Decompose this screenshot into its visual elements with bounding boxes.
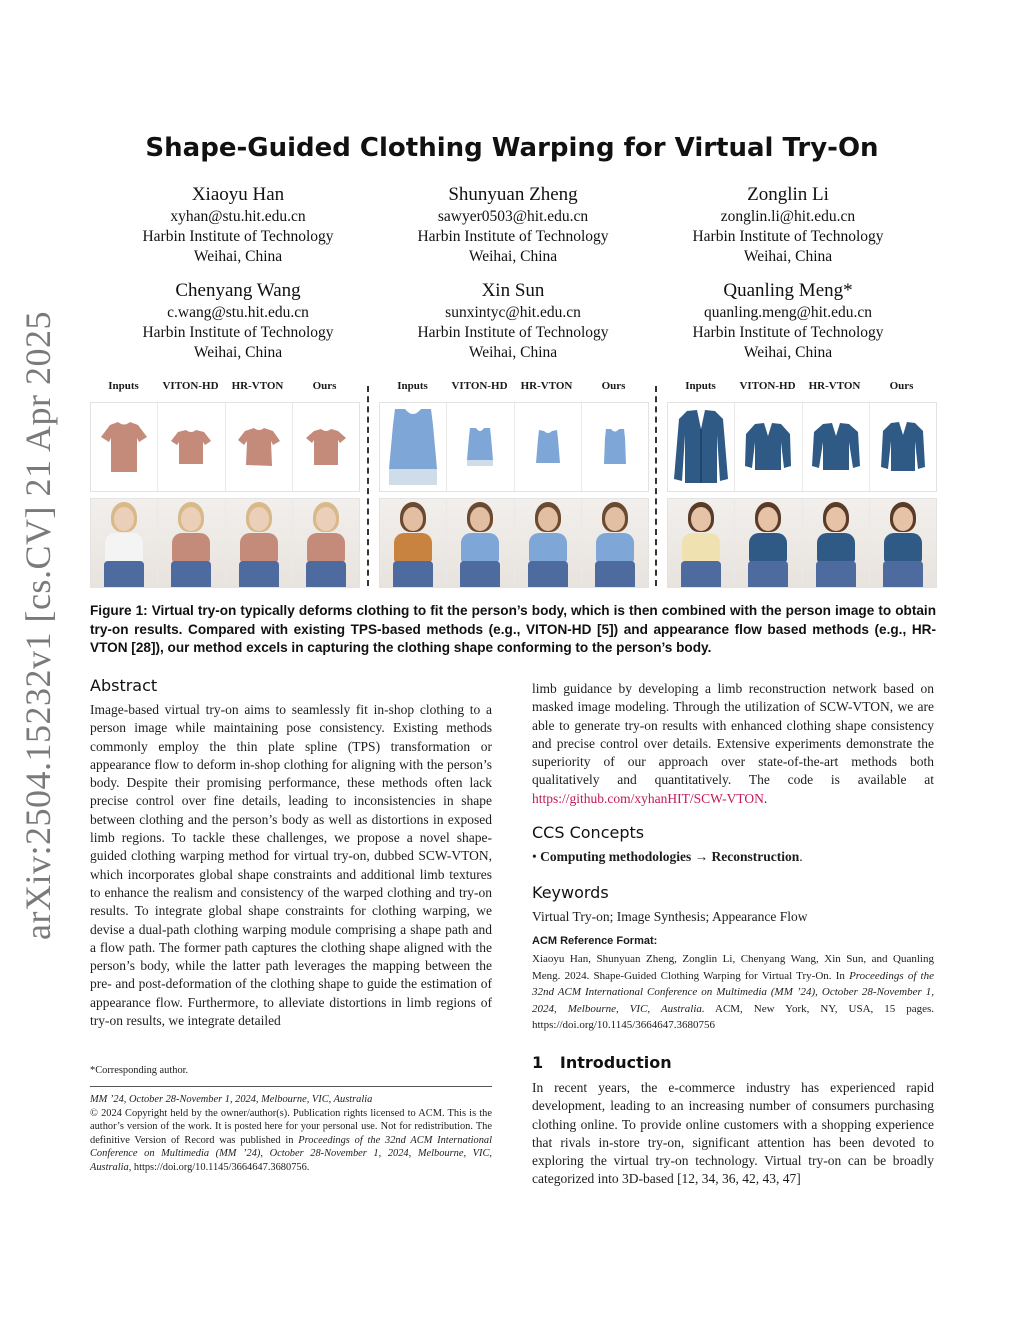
garment-image [870, 403, 936, 491]
author-affiliation: Harbin Institute of Technology [417, 324, 609, 341]
tshirt-icon [170, 429, 212, 465]
author-block [98, 279, 378, 363]
cardigan-icon [811, 422, 861, 472]
author-location: Weihai, China [468, 344, 558, 361]
figure-caption: Figure 1: Virtual try-on typically deforms clothing to fit the person’s body, which is then combined with the person image to obtain try-on results. Compared with existing TPS-based methods (e.g., VITON-HD [5]) and appearance flow based methods (e.g., HR-VTON [28]), our method excels in capturing the clothing shape conforming to the person’s body. [90, 603, 936, 655]
acm-reference [532, 951, 934, 1034]
author-location: Weihai, China [743, 344, 833, 361]
author-affiliation: Harbin Institute of Technology [142, 324, 334, 341]
garment-image [91, 403, 158, 491]
garment-image [582, 403, 648, 491]
copyright-doi: , https://doi.org/10.1145/3664647.3680756. [128, 1161, 310, 1173]
ccs-concepts [532, 848, 934, 866]
copyright-notice [90, 1107, 492, 1174]
garment-image [447, 403, 514, 491]
keywords-text: Virtual Try-on; Image Synthesis; Appearance Flow [532, 909, 808, 924]
author-name: Xin Sun [481, 280, 545, 301]
cardigan-icon [744, 422, 792, 472]
code-link[interactable]: https://github.com/xyhanHIT/SCW-VTON [532, 790, 764, 806]
header-hr-vton: HR-VTON [520, 380, 573, 392]
garment-image [226, 403, 293, 491]
person-image [158, 499, 225, 587]
figure-divider [367, 386, 369, 586]
tryon-row [379, 498, 649, 588]
garment-row [379, 402, 649, 492]
author-affiliation: Harbin Institute of Technology [142, 228, 334, 245]
author-affiliation: Harbin Institute of Technology [417, 228, 609, 245]
abstract-continued [532, 680, 934, 808]
author-email: c.wang@stu.hit.edu.cn [167, 304, 309, 321]
tank-top-icon [385, 407, 441, 487]
figure-column-headers [667, 380, 935, 394]
header-ours: Ours [312, 380, 337, 392]
intro-text: In recent years, the e-commerce industry has experienced rapid development, leading to an increasing number of consumers purchasing clothing online. To provide online customers with a shopping experience that rivals in-store try-on, significant attention has been devoted to exploring the virtual try-on technology. Virtual try-on can be broadly categorized into 3D-based [12, 34, 36, 42, 43, 47] [532, 1080, 934, 1187]
intro-heading [532, 1053, 672, 1072]
tshirt-icon [305, 428, 347, 466]
copyright-proceedings: Proceedings of the 32nd ACM International Conference on Multimedia (MM ’24), October 28-November 1, 2024, Melbourne, VIC, Australia [90, 1134, 492, 1173]
author-email: zonglin.li@hit.edu.cn [720, 208, 856, 225]
header-inputs: Inputs [108, 380, 139, 392]
figure-column-headers [379, 380, 647, 394]
header-hr-vton: HR-VTON [808, 380, 861, 392]
author-email: quanling.meng@hit.edu.cn [704, 304, 872, 321]
author-email: xyhan@stu.hit.edu.cn [170, 208, 306, 225]
ccs-item: Computing methodologies [540, 849, 692, 864]
garment-row [667, 402, 937, 492]
tank-top-icon [466, 427, 494, 467]
figure-group-cardigan [667, 380, 935, 394]
author-location: Weihai, China [193, 248, 283, 265]
person-image [515, 499, 582, 587]
copyright-text: © 2024 Copyright held by the owner/author(s). Publication rights licensed to ACM. This is the author’s version of the work. It is posted here for your personal use. Not for redistribution. The definitive Version of Record was published in [90, 1108, 492, 1146]
acm-ref-rest: ACM, New York, NY, USA, 15 pages. https://doi.org/10.1145/3664647.3680756 [532, 1002, 935, 1031]
header-viton-hd: VITON-HD [739, 380, 796, 392]
garment-image [803, 403, 870, 491]
tank-top-icon [535, 429, 561, 465]
person-image [870, 499, 936, 587]
paper-title: Shape-Guided Clothing Warping for Virtual Try-On [145, 133, 879, 163]
garment-image [158, 403, 225, 491]
intro-number: 1 [532, 1053, 544, 1072]
person-image [293, 499, 359, 587]
author-name: Quanling Meng* [723, 280, 853, 301]
conference-line: MM ’24, October 28-November 1, 2024, Melbourne, VIC, Australia [90, 1094, 373, 1105]
author-block [648, 279, 928, 363]
header-inputs: Inputs [397, 380, 428, 392]
header-viton-hd: VITON-HD [451, 380, 508, 392]
author-location: Weihai, China [468, 248, 558, 265]
person-image [803, 499, 870, 587]
figure-group-tshirt [90, 380, 358, 394]
acm-ref-authors: Xiaoyu Han, Shunyuan Zheng, Zonglin Li, Chenyang Wang, Xin Sun, and Quanling Meng. 2024. Shape-Guided Clothing Warping for Virtual Try-On. In [532, 953, 934, 982]
arxiv-side-stamp: arXiv:2504.15232v1 [cs.CV] 21 Apr 2025 [18, 311, 58, 940]
garment-image [380, 403, 447, 491]
abstract-period: . [763, 790, 768, 806]
tryon-row [90, 498, 360, 588]
author-affiliation: Harbin Institute of Technology [692, 324, 884, 341]
ccs-arrow: → [691, 849, 712, 864]
author-block [373, 279, 653, 363]
ccs-sub: Reconstruction [711, 849, 800, 864]
figure-group-tank [379, 380, 647, 394]
author-name: Chenyang Wang [175, 280, 301, 301]
garment-image [668, 403, 735, 491]
abstract-continued-text: limb guidance by developing a limb reconstruction network based on masked image modeling. Through the utilization of SCW-VTON, we are able to generate try-on results with enhanced clothing shape consistency and precise control over details. Extensive experiments demonstrate the superiority of our approach over state-of-the-art methods both qualitatively and quantitatively. The code is available at [532, 681, 934, 788]
figure-divider [655, 386, 657, 586]
cardigan-icon [673, 409, 729, 485]
author-affiliation: Harbin Institute of Technology [692, 228, 884, 245]
author-name: Xiaoyu Han [191, 184, 285, 205]
garment-row [90, 402, 360, 492]
acm-ref-venue: Proceedings of the 32nd ACM International Conference on Multimedia (MM ’24), October 28-November 1, 2024, Melbourne, VIC, Australia. [532, 969, 934, 1015]
author-block [98, 183, 378, 267]
author-block [373, 183, 653, 267]
author-email: sawyer0503@hit.edu.cn [437, 208, 589, 225]
person-image [735, 499, 802, 587]
abstract-text: Image-based virtual try-on aims to seamlessly fit in-shop clothing to a person image while maintaining pose consistency. Existing methods commonly employ the thin plate spline (TPS) transformation or appearance flow to deform in-shop clothing for aligning with the person’s body. Despite their promising performance, these methods often lack precise control over fine details, leading to inconsistencies in shape between clothing and the person’s body as well as distortions in exposed limb regions. To tackle these challenges, we propose a novel shape-guided clothing warping method for virtual try-on, dubbed SCW-VTON, which incorporates global shape constraints and additional limb textures to enhance the realism and consistency of the warped clothing and try-on results. To integrate global shape constraints for clothing warping, we devise a dual-path clothing warping module comprising a shape path and a flow path. The former path captures the clothing shape aligned with the person’s body, while the latter path leverages the mapping between the pre- and post-deformation of the clothing shape to guide the estimation of appearance flow. Furthermore, to alleviate distortions in limb regions of try-on results, we integrate detailed [90, 702, 492, 1029]
person-image [582, 499, 648, 587]
garment-image [293, 403, 359, 491]
header-ours: Ours [889, 380, 914, 392]
header-ours: Ours [601, 380, 626, 392]
header-hr-vton: HR-VTON [231, 380, 284, 392]
cardigan-icon [880, 421, 926, 473]
ccs-bullet: • [532, 849, 541, 864]
footnote-rule [90, 1086, 492, 1087]
figure-column-headers [90, 380, 358, 394]
person-image [447, 499, 514, 587]
tryon-row [667, 498, 937, 588]
header-viton-hd: VITON-HD [162, 380, 219, 392]
tank-top-icon [603, 428, 627, 466]
tshirt-icon [237, 427, 281, 467]
corresponding-author-footnote: *Corresponding author. [90, 1065, 189, 1076]
author-name: Zonglin Li [747, 184, 829, 205]
keywords-heading: Keywords [532, 883, 609, 902]
ccs-heading: CCS Concepts [532, 823, 645, 842]
header-inputs: Inputs [685, 380, 716, 392]
intro-title: Introduction [559, 1053, 672, 1072]
author-email: sunxintyc@hit.edu.cn [445, 304, 581, 321]
tshirt-icon [100, 421, 148, 473]
person-image [668, 499, 735, 587]
ccs-end: . [799, 849, 803, 864]
person-image [91, 499, 158, 587]
garment-image [515, 403, 582, 491]
person-image [226, 499, 293, 587]
abstract-heading: Abstract [90, 676, 158, 695]
author-name: Shunyuan Zheng [448, 184, 578, 205]
acm-ref-heading: ACM Reference Format: [532, 935, 658, 947]
person-image [380, 499, 447, 587]
author-location: Weihai, China [743, 248, 833, 265]
author-location: Weihai, China [193, 344, 283, 361]
garment-image [735, 403, 802, 491]
author-block [648, 183, 928, 267]
